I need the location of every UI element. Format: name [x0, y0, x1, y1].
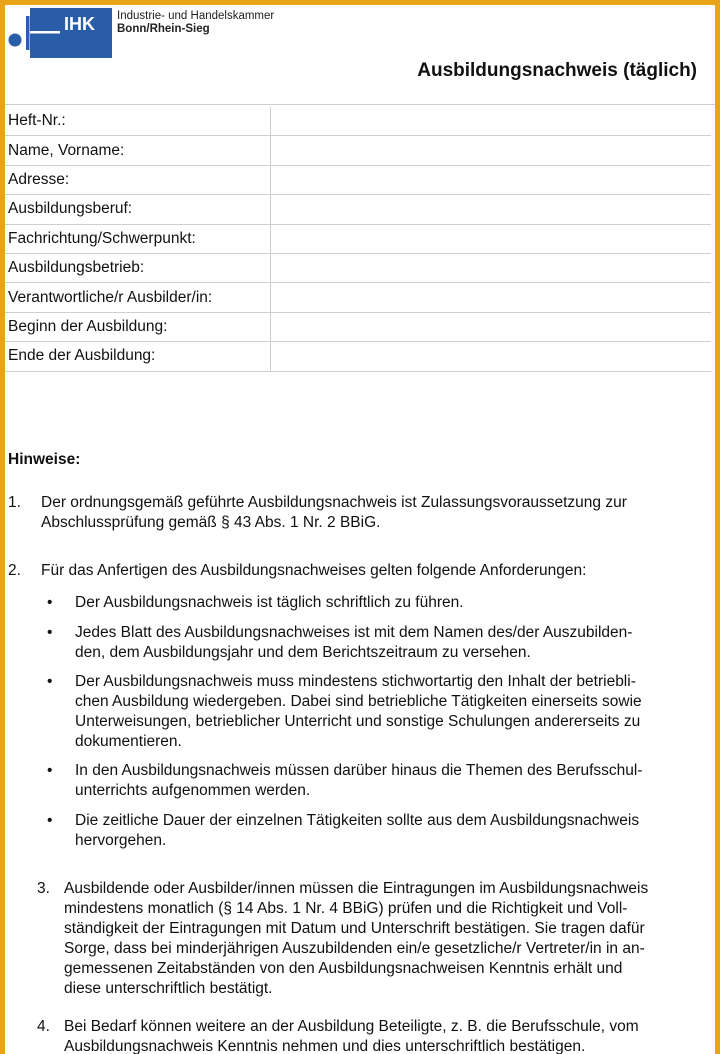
bullet-line: Unterweisungen, betrieblicher Unterricht und sonstige Schulungen andererseits zu: [75, 713, 641, 730]
form-row-value[interactable]: [271, 107, 712, 136]
item-4-text: [64, 1017, 639, 1054]
item-3-line: Sorge, dass bei minderjährigen Auszubildenden ein/e gesetzliche/r Vertreter/in in an-: [64, 940, 645, 957]
form-row-value[interactable]: [271, 136, 712, 165]
bullet-line: Der Ausbildungsnachweis ist täglich schriftlich zu führen.: [75, 594, 464, 611]
form-row-label: Ende der Ausbildung:: [5, 342, 271, 371]
item-3-line: ständigkeit der Eintragungen mit Datum und Unterschrift bestätigen. Sie tragen dafür: [64, 920, 645, 937]
bullet-line: unterrichts aufgenommen werden.: [75, 782, 311, 799]
form-row-value[interactable]: [271, 253, 712, 282]
bullet-icon: •: [47, 762, 53, 779]
item-3-line: mindestens monatlich (§ 14 Abs. 1 Nr. 4 BBiG) prüfen und die Richtigkeit und Voll-: [64, 900, 628, 917]
bullet-icon: •: [47, 624, 53, 641]
bullet-line: dokumentieren.: [75, 733, 182, 750]
item-1-number: 1.: [8, 494, 21, 511]
bullet-item: [75, 811, 639, 851]
notes-heading: Hinweise:: [8, 451, 81, 468]
form-row-label: Ausbildungsbetrieb:: [5, 253, 271, 282]
form-row-label: Heft-Nr.:: [5, 107, 271, 136]
item-3-line: diese unterschriftlich bestätigt.: [64, 980, 273, 997]
item-2-number: 2.: [8, 562, 21, 579]
form-row-value[interactable]: [271, 312, 712, 341]
item-4-number: 4.: [37, 1018, 50, 1035]
org-line-1: Industrie- und Handelskammer: [117, 10, 275, 22]
bullet-line: Die zeitliche Dauer der einzelnen Tätigkeiten sollte aus dem Ausbildungsnachweis: [75, 812, 640, 829]
item-3-line: Ausbildende oder Ausbilder/innen müssen die Eintragungen im Ausbildungsnachweis: [64, 880, 649, 897]
form-row-label: Beginn der Ausbildung:: [5, 312, 271, 341]
item-1-text: [41, 493, 627, 533]
form-row: [5, 312, 711, 341]
form-row: [5, 342, 711, 371]
form-row: [5, 107, 711, 136]
item-3-number: 3.: [37, 880, 50, 897]
item-2-intro: Für das Anfertigen des Ausbildungsnachweises gelten folgende Anforderungen:: [41, 562, 587, 579]
form-row-value[interactable]: [271, 342, 712, 371]
item-1-line: Abschlussprüfung gemäß § 43 Abs. 1 Nr. 2 BBiG.: [41, 514, 381, 531]
form-row: [5, 224, 711, 253]
organization-name: [117, 10, 274, 36]
form-row: [5, 195, 711, 224]
bullet-item: [75, 672, 642, 752]
bullet-item: [75, 593, 464, 613]
form-row: [5, 136, 711, 165]
form-row-value[interactable]: [271, 195, 712, 224]
bullet-line: Jedes Blatt des Ausbildungsnachweises ist mit dem Namen des/der Auszubilden-: [75, 624, 633, 641]
bullet-line: In den Ausbildungsnachweis müssen darüber hinaus die Themen des Berufsschul-: [75, 762, 643, 779]
bullet-item: [75, 761, 643, 801]
bullet-line: chen Ausbildung wiedergeben. Dabei sind betriebliche Tätigkeiten einerseits sowie: [75, 693, 642, 710]
form-row-label: Adresse:: [5, 165, 271, 194]
form-row-value[interactable]: [271, 283, 712, 312]
form-row: [5, 283, 711, 312]
document-title: Ausbildungsnachweis (täglich): [417, 60, 697, 81]
bullet-icon: •: [47, 594, 53, 611]
item-1-line: Der ordnungsgemäß geführte Ausbildungsnachweis ist Zulassungsvoraussetzung zur: [41, 494, 627, 511]
info-form: [5, 107, 711, 372]
logo-text: IHK: [64, 14, 95, 34]
document-page: [5, 5, 715, 1054]
bullet-line: hervorgehen.: [75, 832, 167, 849]
form-row-label: Ausbildungsberuf:: [5, 195, 271, 224]
item-4-line: Bei Bedarf können weitere an der Ausbildung Beteiligte, z. B. die Berufsschule, vom: [64, 1018, 639, 1035]
form-row-value[interactable]: [271, 224, 712, 253]
form-row: [5, 165, 711, 194]
item-4-line: Ausbildungsnachweis Kenntnis nehmen und dies unterschriftlich bestätigen.: [64, 1038, 586, 1054]
header-divider: [5, 104, 715, 105]
bullet-item: [75, 623, 632, 663]
item-3-line: gemessenen Zeitabständen von den Ausbildungsnachweisen Kenntnis erhält und: [64, 960, 623, 977]
form-row-label: Name, Vorname:: [5, 136, 271, 165]
form-row-value[interactable]: [271, 165, 712, 194]
form-row-label: Fachrichtung/Schwerpunkt:: [5, 224, 271, 253]
bullet-icon: •: [47, 812, 53, 829]
bullet-line: den, dem Ausbildungsjahr und dem Berichtszeitraum zu versehen.: [75, 644, 531, 661]
org-line-2: Bonn/Rhein-Sieg: [117, 23, 210, 35]
item-3-text: [64, 879, 648, 999]
ihk-logo: [8, 8, 112, 58]
bullet-icon: •: [47, 673, 53, 690]
form-row-label: Verantwortliche/r Ausbilder/in:: [5, 283, 271, 312]
form-row: [5, 253, 711, 282]
bullet-line: Der Ausbildungsnachweis muss mindestens stichwortartig den Inhalt der betriebli-: [75, 673, 636, 690]
